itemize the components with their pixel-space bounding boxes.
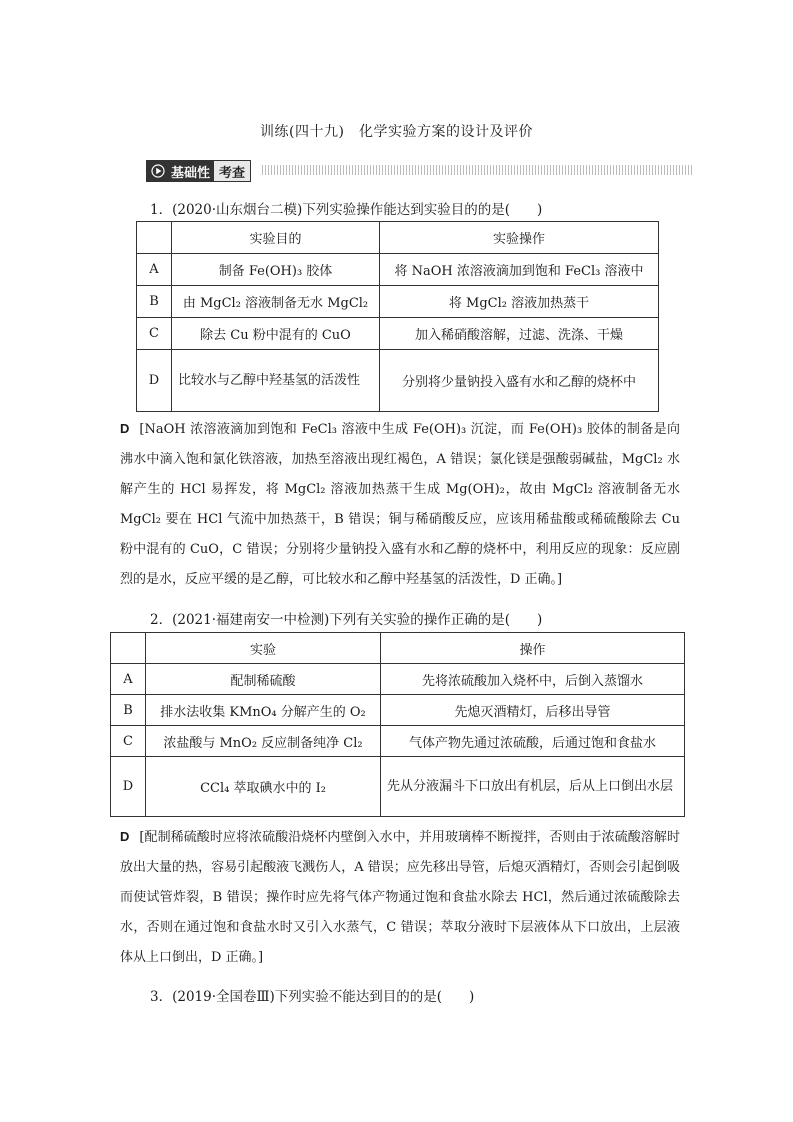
option-label: B xyxy=(111,695,146,726)
badge-divider xyxy=(262,165,692,175)
table-cell: 配制稀硫酸 xyxy=(146,664,381,695)
answer-key: D xyxy=(120,829,130,844)
table-header-cell xyxy=(111,633,146,664)
table-row xyxy=(111,757,685,817)
table-cell: 先将浓硫酸加入烧杯中，后倒入蒸馏水 xyxy=(381,664,685,695)
question-1-table xyxy=(136,221,659,412)
table-row xyxy=(137,318,659,350)
question-1-answer xyxy=(120,414,680,595)
option-label: D xyxy=(137,350,172,412)
option-label: D xyxy=(111,757,146,817)
table-cell: 气体产物先通过浓硫酸，后通过饱和食盐水 xyxy=(381,726,685,757)
question-2-stem: 2．(2021·福建南安一中检测)下列有关实验的操作正确的是( ) xyxy=(150,612,543,628)
option-label: A xyxy=(137,254,172,286)
table-cell: 制备 Fe(OH)₃ 胶体 xyxy=(172,254,380,286)
table-row xyxy=(111,664,685,695)
table-row xyxy=(137,350,659,412)
table-header-row xyxy=(137,222,659,254)
answer-explanation: [NaOH 浓溶液滴加到饱和 FeCl₃ 溶液中生成 Fe(OH)₃ 沉淀，而 Fe(OH)₃ 胶体的制备是向沸水中滴入饱和氯化铁溶液，加热至溶液出现红褐色，A 错误；氯化镁是强酸弱碱盐，MgCl₂ 水解产生的 HCl 易挥发，将 MgCl₂ 溶液加热蒸干生成 Mg(OH)₂，故由 MgCl₂ 溶液制备无水 MgCl₂ 要在 HCl 气流中加热蒸干，B 错误；铜与稀硝酸反应，应该用稀盐酸或稀硫酸除去 Cu 粉中混有的 CuO，C 错误；分别将少量钠投入盛有水和乙醇的烧杯中，利用反应的现象：反应剧烈的是水，反应平缓的是乙醇，可比较水和乙醇中羟基氢的活泼性，D 正确。] xyxy=(120,422,680,587)
table-cell: 将 NaOH 浓溶液滴加到饱和 FeCl₃ 溶液中 xyxy=(380,254,659,286)
table-cell: CCl₄ 萃取碘水中的 I₂ xyxy=(146,757,381,817)
option-label: B xyxy=(137,286,172,318)
table-cell: 浓盐酸与 MnO₂ 反应制备纯净 Cl₂ xyxy=(146,726,381,757)
table-row xyxy=(137,286,659,318)
table-header-cell: 实验目的 xyxy=(172,222,380,254)
question-2-table xyxy=(110,632,685,817)
table-header-cell: 实验操作 xyxy=(380,222,659,254)
table-cell: 先熄灭酒精灯，后移出导管 xyxy=(381,695,685,726)
table-cell: 由 MgCl₂ 溶液制备无水 MgCl₂ xyxy=(172,286,380,318)
table-header-cell: 实验 xyxy=(146,633,381,664)
table-cell: 分别将少量钠投入盛有水和乙醇的烧杯中 xyxy=(380,350,659,412)
table-cell: 加入稀硝酸溶解，过滤、洗涤、干燥 xyxy=(380,318,659,350)
table-row xyxy=(111,695,685,726)
answer-key: D xyxy=(120,421,130,436)
table-header-cell xyxy=(137,222,172,254)
table-cell: 比较水与乙醇中羟基氢的活泼性 xyxy=(172,350,380,412)
table-header-row xyxy=(111,633,685,664)
option-label: A xyxy=(111,664,146,695)
section-badge xyxy=(146,160,251,182)
table-header-cell: 操作 xyxy=(381,633,685,664)
table-cell: 先从分液漏斗下口放出有机层，后从上口倒出水层 xyxy=(381,757,685,817)
table-cell: 将 MgCl₂ 溶液加热蒸干 xyxy=(380,286,659,318)
answer-explanation: [配制稀硫酸时应将浓硫酸沿烧杯内壁倒入水中，并用玻璃棒不断搅拌，否则由于浓硫酸溶解时放出大量的热，容易引起酸液飞溅伤人，A 错误；应先移出导管，后熄灭酒精灯，否则会引起倒吸而使试管炸裂，B 错误；操作时应先将气体产物通过饱和食盐水除去 HCl，然后通过浓硫酸除去水，否则在通过饱和食盐水时又引入水蒸气，C 错误；萃取分液时下层液体从下口放出，上层液体从上口倒出，D 正确。] xyxy=(120,830,680,965)
table-cell: 除去 Cu 粉中混有的 CuO xyxy=(172,318,380,350)
option-label: C xyxy=(137,318,172,350)
question-3-stem: 3．(2019·全国卷Ⅲ)下列实验不能达到目的的是( ) xyxy=(150,989,475,1005)
page-title: 训练(四十九) 化学实验方案的设计及评价 xyxy=(260,124,533,140)
table-cell: 排水法收集 KMnO₄ 分解产生的 O₂ xyxy=(146,695,381,726)
table-row xyxy=(111,726,685,757)
option-label: C xyxy=(111,726,146,757)
table-row xyxy=(137,254,659,286)
question-1-stem: 1．(2020·山东烟台二模)下列实验操作能达到实验目的的是( ) xyxy=(150,202,543,218)
badge-label-secondary: 考查 xyxy=(214,161,250,181)
question-2-answer xyxy=(120,822,680,973)
badge-label-primary: 基础性 xyxy=(167,161,214,181)
play-icon xyxy=(147,161,167,181)
